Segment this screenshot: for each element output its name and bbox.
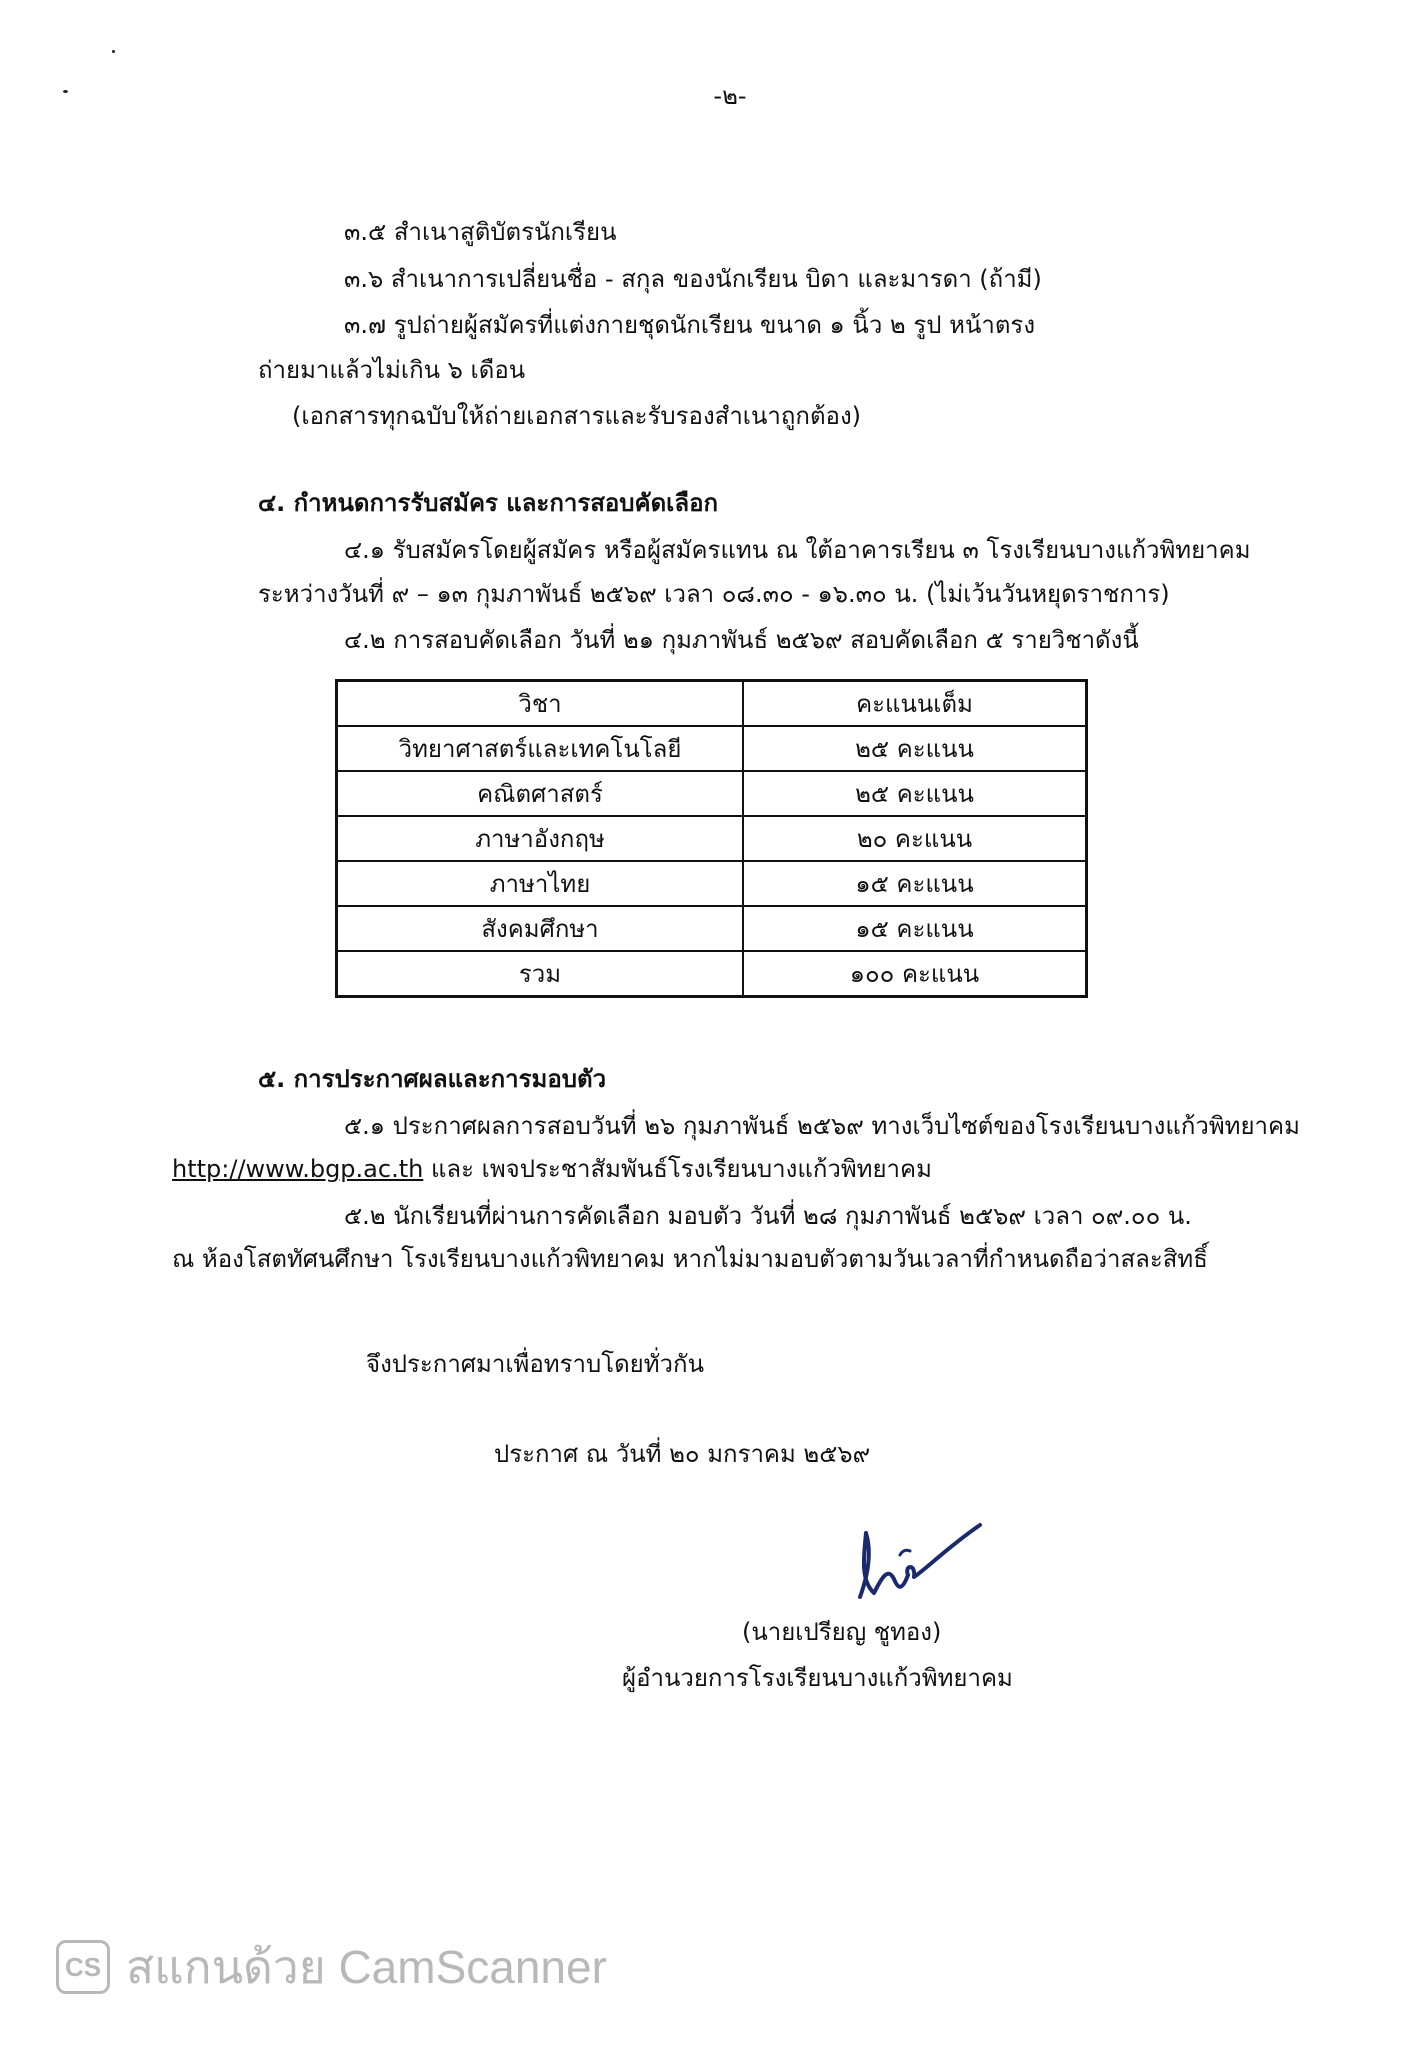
announcement-date: ประกาศ ณ วันที่ ๒๐ มกราคม ๒๕๖๙ xyxy=(494,1440,871,1468)
signer-title: ผู้อำนวยการโรงเรียนบางแก้วพิทยาคม xyxy=(622,1664,1013,1692)
facebook-page-text: และ เพจประชาสัมพันธ์โรงเรียนบางแก้วพิทยาคม xyxy=(423,1155,932,1183)
table-row xyxy=(337,906,1087,951)
table-total-row xyxy=(337,951,1087,997)
section-5-2: ๕.๒ นักเรียนที่ผ่านการคัดเลือก มอบตัว วันที่ ๒๘ กุมภาพันธ์ ๒๕๖๙ เวลา ๐๙.๐๐ น. xyxy=(344,1202,1192,1230)
subject-cell: สังคมศึกษา xyxy=(337,906,744,951)
score-cell: ๒๐ คะแนน xyxy=(743,816,1087,861)
signer-name: (นายเปรียญ ชูทอง) xyxy=(742,1618,942,1646)
score-cell: ๑๕ คะแนน xyxy=(743,906,1087,951)
section-4-1: ๔.๑ รับสมัครโดยผู้สมัคร หรือผู้สมัครแทน ณ ใต้อาคารเรียน ๓ โรงเรียนบางแก้วพิทยาคม xyxy=(344,536,1251,564)
section-5-1-cont xyxy=(172,1153,932,1185)
table-row xyxy=(337,726,1087,771)
section-4-1-cont: ระหว่างวันที่ ๙ – ๑๓ กุมภาพันธ์ ๒๕๖๙ เวลา ๐๘.๓๐ - ๑๖.๓๐ น. (ไม่เว้นวันหยุดราชการ) xyxy=(258,580,1170,608)
subject-cell: คณิตศาสตร์ xyxy=(337,771,744,816)
score-cell: ๑๕ คะแนน xyxy=(743,861,1087,906)
score-table xyxy=(335,679,1088,998)
subject-cell: วิทยาศาสตร์และเทคโนโลยี xyxy=(337,726,744,771)
table-header-row xyxy=(337,681,1087,727)
item-3-7: ๓.๗ รูปถ่ายผู้สมัครที่แต่งกายชุดนักเรียน ขนาด ๑ นิ้ว ๒ รูป หน้าตรง xyxy=(344,311,1036,339)
item-3-5: ๓.๕ สำเนาสูติบัตรนักเรียน xyxy=(344,218,617,246)
table-row xyxy=(337,861,1087,906)
camscanner-logo: CS xyxy=(56,1940,110,1994)
item-3-6: ๓.๖ สำเนาการเปลี่ยนชื่อ - สกุล ของนักเรียน บิดา และมารดา (ถ้ามี) xyxy=(344,265,1042,293)
section-4-2: ๔.๒ การสอบคัดเลือก วันที่ ๒๑ กุมภาพันธ์ ๒๕๖๙ สอบคัดเลือก ๕ รายวิชาดังนี้ xyxy=(344,626,1139,654)
total-label-cell: รวม xyxy=(337,951,744,997)
camscanner-watermark xyxy=(56,1935,607,1999)
section-4-heading: ๔. กำหนดการรับสมัคร และการสอบคัดเลือก xyxy=(258,489,719,517)
total-score-cell: ๑๐๐ คะแนน xyxy=(743,951,1087,997)
section-5-2-cont: ณ ห้องโสตทัศนศึกษา โรงเรียนบางแก้วพิทยาคม หากไม่มามอบตัวตามวันเวลาที่กำหนดถือว่าสละสิทธิ์ xyxy=(172,1245,1208,1273)
section-5-1: ๕.๑ ประกาศผลการสอบวันที่ ๒๖ กุมภาพันธ์ ๒๕๖๙ ทางเว็บไซต์ของโรงเรียนบางแก้วพิทยาคม xyxy=(344,1112,1300,1140)
table-row xyxy=(337,771,1087,816)
header-subject: วิชา xyxy=(337,681,744,727)
page-number: -๒- xyxy=(713,82,747,110)
table-row xyxy=(337,816,1087,861)
scan-speck xyxy=(112,50,115,53)
section-5-heading: ๕. การประกาศผลและการมอบตัว xyxy=(258,1065,607,1093)
subject-cell: ภาษาอังกฤษ xyxy=(337,816,744,861)
score-cell: ๒๕ คะแนน xyxy=(743,726,1087,771)
subject-cell: ภาษาไทย xyxy=(337,861,744,906)
website-link[interactable]: http://www.bgp.ac.th xyxy=(172,1155,424,1183)
signature-image xyxy=(830,1505,990,1615)
scan-speck xyxy=(63,90,68,93)
header-full-score: คะแนนเต็ม xyxy=(743,681,1087,727)
closing-statement: จึงประกาศมาเพื่อทราบโดยทั่วกัน xyxy=(366,1350,704,1378)
item-3-7-cont: ถ่ายมาแล้วไม่เกิน ๖ เดือน xyxy=(258,356,526,384)
score-cell: ๒๕ คะแนน xyxy=(743,771,1087,816)
watermark-text: สแกนด้วย CamScanner xyxy=(126,1940,607,1993)
documents-note: (เอกสารทุกฉบับให้ถ่ายเอกสารและรับรองสำเนาถูกต้อง) xyxy=(292,402,862,430)
